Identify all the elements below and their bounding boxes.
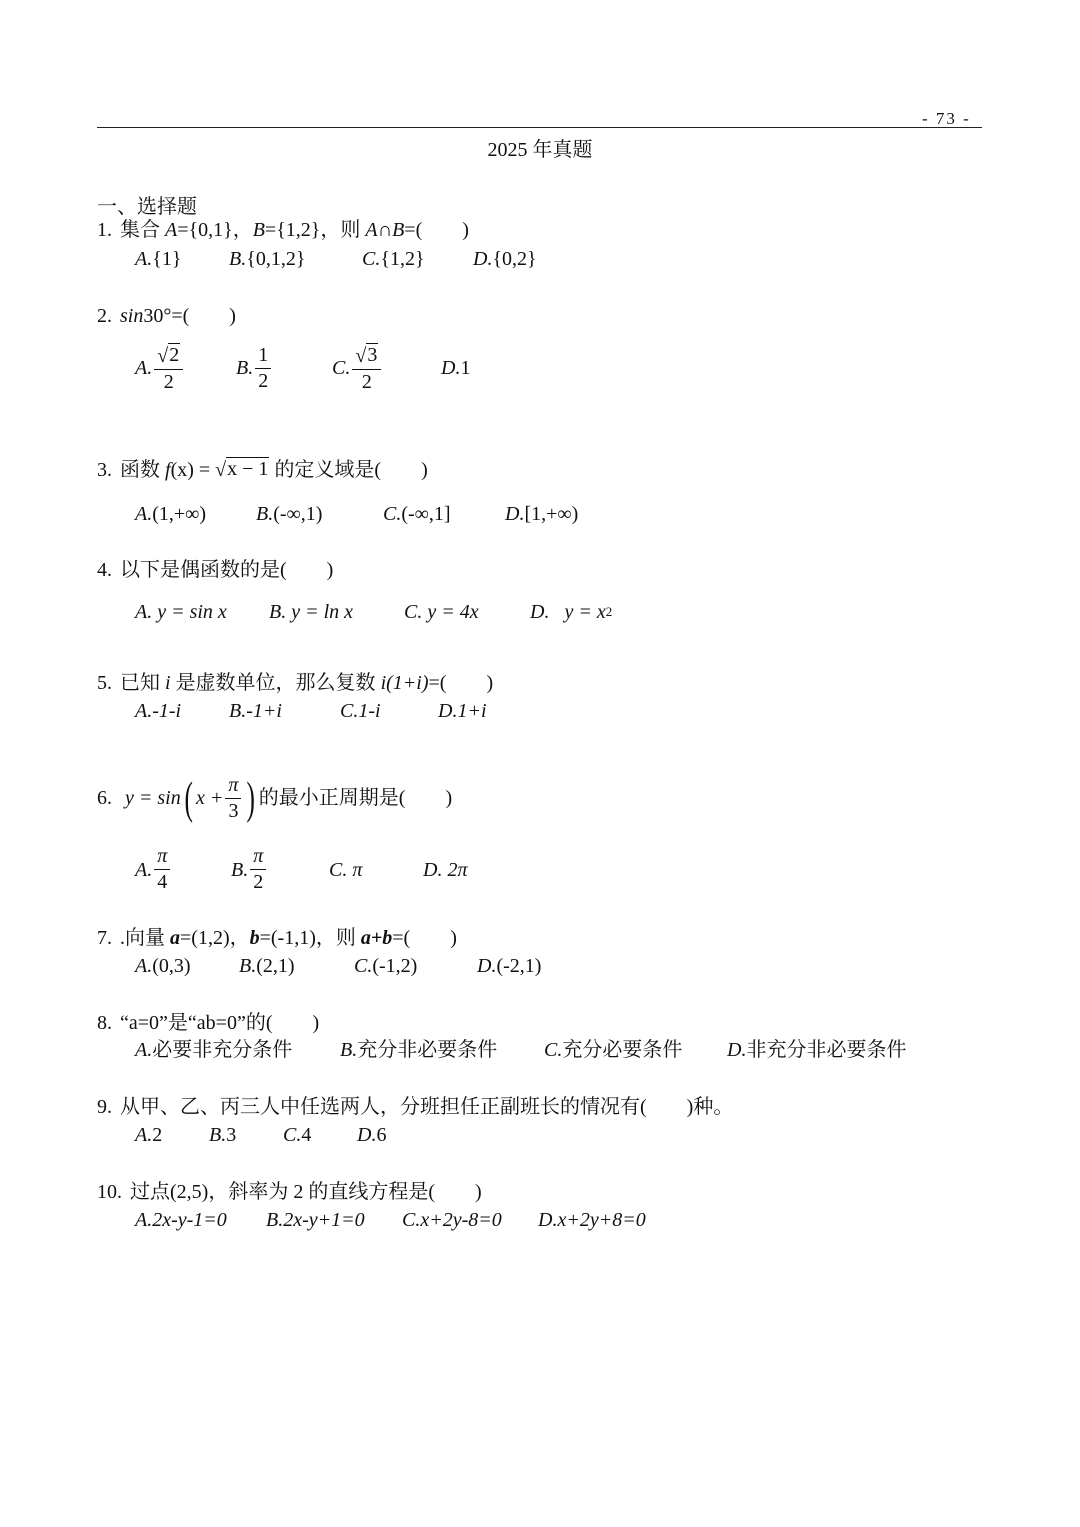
option-text: (-∞,1] — [401, 503, 451, 525]
question-number: 7. — [97, 927, 112, 949]
option-b[interactable] — [229, 245, 362, 273]
option-b[interactable] — [236, 345, 332, 392]
option-text: {1} — [152, 248, 182, 270]
denominator: 4 — [157, 871, 168, 893]
option-a[interactable] — [135, 598, 269, 626]
option-d[interactable] — [423, 856, 467, 884]
q5-text: 已知 — [120, 672, 165, 694]
q3-argument: (x) = — [170, 459, 216, 481]
option-text: 1 — [460, 357, 471, 379]
q4-text: 以下是偶函数的是( ) — [120, 559, 334, 581]
option-d[interactable] — [538, 1206, 646, 1234]
question-number: 9. — [97, 1096, 112, 1118]
option-letter: C. — [340, 700, 359, 722]
option-a[interactable] — [135, 1206, 266, 1234]
vector-a: a — [170, 927, 180, 949]
option-letter: D. — [530, 601, 550, 623]
option-d[interactable] — [441, 354, 470, 382]
question-2 — [97, 302, 236, 330]
option-letter: C. — [332, 357, 351, 379]
option-a[interactable] — [135, 245, 229, 273]
q6-text: 的最小正周期是( ) — [258, 787, 453, 809]
option-letter: C. — [544, 1039, 563, 1061]
option-d[interactable] — [505, 500, 578, 528]
option-c[interactable] — [340, 697, 438, 725]
option-text: 2x-y+1=0 — [283, 1209, 365, 1231]
option-text: (0,3) — [152, 955, 191, 977]
numerator: 3 — [367, 344, 378, 366]
option-text: 2π — [447, 858, 468, 881]
option-letter: D. — [357, 1124, 377, 1146]
question-6 — [97, 770, 452, 826]
q3-options — [135, 500, 578, 528]
exponent: 2 — [605, 604, 613, 619]
option-text: 1+i — [457, 700, 487, 722]
option-c[interactable] — [402, 1206, 538, 1234]
option-c[interactable] — [354, 952, 477, 980]
denominator: 2 — [253, 871, 264, 893]
q6-argument: x + — [196, 787, 224, 809]
option-text: 必要非充分条件 — [152, 1039, 293, 1061]
option-letter: B. — [256, 503, 274, 525]
q5-imaginary-unit: i — [165, 672, 171, 694]
q1-set-a: A — [165, 219, 178, 241]
vector-b-value: =(-1,1)，则 — [259, 927, 361, 949]
option-text: (1,+∞) — [152, 503, 207, 525]
numerator: π — [250, 846, 266, 870]
page-title: 2025 年真题 — [487, 139, 593, 161]
option-letter: A. — [135, 601, 153, 623]
option-letter: D. — [538, 1209, 558, 1231]
radicand: x − 1 — [227, 458, 269, 480]
option-d[interactable] — [357, 1121, 386, 1149]
question-number: 10. — [97, 1181, 122, 1203]
option-d[interactable] — [530, 598, 612, 626]
q5-blank: =( ) — [428, 672, 494, 694]
numerator: π — [225, 775, 241, 799]
q1-blank: =( ) — [404, 219, 469, 241]
option-letter: B. — [231, 858, 249, 881]
option-text: 充分非必要条件 — [357, 1039, 498, 1061]
option-a[interactable] — [135, 500, 256, 528]
option-text: {1,2} — [380, 248, 425, 270]
option-b[interactable] — [340, 1036, 544, 1064]
option-d[interactable] — [477, 952, 541, 980]
option-a[interactable] — [135, 697, 229, 725]
option-letter: B. — [236, 357, 254, 379]
q5-text-mid: 是虚数单位，那么复数 — [170, 672, 381, 694]
question-4 — [97, 556, 333, 584]
option-letter: D. — [441, 357, 461, 379]
option-letter: B. — [239, 955, 257, 977]
option-letter: A. — [135, 1209, 153, 1231]
option-text: y = ln x — [291, 601, 354, 623]
q3-text: 函数 — [120, 459, 165, 481]
option-text: 充分必要条件 — [562, 1039, 683, 1061]
option-letter: A. — [135, 955, 153, 977]
q4-options — [135, 598, 612, 626]
option-c[interactable] — [362, 245, 473, 273]
option-text: 非充分非必要条件 — [746, 1039, 907, 1061]
option-letter: C. — [329, 858, 348, 881]
numerator: 1 — [255, 345, 271, 369]
sqrt-icon: √ — [215, 459, 227, 481]
fraction — [352, 343, 381, 393]
q10-options — [135, 1206, 646, 1234]
page-number: - 73 - — [922, 109, 971, 128]
option-text: 4 — [301, 1124, 312, 1146]
option-a[interactable] — [135, 846, 231, 893]
option-letter: C. — [354, 955, 373, 977]
q1-set-b: B — [252, 219, 265, 241]
q8-text: “a=0”是“ab=0”的( ) — [120, 1012, 320, 1034]
option-b[interactable] — [209, 1121, 283, 1149]
question-number: 2. — [97, 305, 112, 327]
numerator: 2 — [169, 344, 180, 366]
question-number: 8. — [97, 1012, 112, 1034]
denominator: 3 — [228, 799, 239, 822]
fraction — [154, 343, 183, 393]
option-letter: D. — [505, 503, 525, 525]
left-paren-icon: ( — [184, 772, 193, 823]
option-c[interactable] — [332, 343, 441, 393]
option-d[interactable] — [438, 697, 487, 725]
option-letter: B. — [229, 248, 247, 270]
question-10 — [97, 1178, 482, 1206]
option-text: x+2y+8=0 — [557, 1209, 646, 1231]
q7-options — [135, 952, 541, 980]
header-rule — [97, 127, 982, 128]
option-letter: D. — [727, 1039, 747, 1061]
q7-text: .向量 — [120, 927, 170, 949]
option-text: 3 — [226, 1124, 237, 1146]
option-c[interactable] — [383, 500, 505, 528]
option-b[interactable] — [231, 846, 329, 893]
option-text: π — [352, 858, 363, 881]
option-text: y = 4x — [427, 601, 479, 623]
q6-function: y = sin — [125, 787, 181, 809]
option-b[interactable] — [269, 598, 404, 626]
fraction — [154, 846, 170, 893]
option-text: (2,1) — [256, 955, 295, 977]
fraction — [225, 775, 241, 822]
option-letter: C. — [383, 503, 402, 525]
question-8 — [97, 1009, 319, 1037]
option-text: 2x-y-1=0 — [152, 1209, 227, 1231]
option-text: {0,1,2} — [246, 248, 306, 270]
q10-text: 过点(2,5)，斜率为 2 的直线方程是( ) — [130, 1181, 482, 1203]
option-text: y = sin x — [157, 601, 227, 623]
q2-function: sin — [120, 305, 144, 327]
option-text: -1+i — [246, 700, 282, 722]
option-a[interactable] — [135, 952, 239, 980]
option-a[interactable] — [135, 1121, 209, 1149]
option-text: (-1,2) — [372, 955, 418, 977]
q8-options — [135, 1036, 906, 1064]
option-b[interactable] — [266, 1206, 402, 1234]
denominator: 2 — [163, 371, 174, 393]
sqrt-icon: √ — [355, 345, 367, 367]
vector-b: b — [249, 927, 260, 949]
option-letter: B. — [269, 601, 287, 623]
vector-sum: a+b — [360, 927, 393, 949]
question-number: 3. — [97, 459, 112, 481]
denominator: 2 — [258, 369, 269, 392]
option-d[interactable] — [473, 245, 537, 273]
q2-text: 30°=( ) — [143, 305, 236, 327]
numerator: π — [154, 846, 170, 870]
option-a[interactable] — [135, 1036, 340, 1064]
q5-options — [135, 697, 487, 725]
q3-function: f — [165, 459, 171, 481]
q7-blank: =( ) — [392, 927, 457, 949]
q9-options — [135, 1121, 386, 1149]
option-text: y = x — [564, 601, 606, 623]
option-letter: A. — [135, 357, 153, 379]
question-3 — [97, 456, 428, 484]
option-c[interactable] — [329, 856, 423, 884]
option-c[interactable] — [544, 1036, 727, 1064]
option-letter: D. — [438, 700, 458, 722]
q1-options — [135, 245, 537, 273]
section-heading: 一、选择题 — [97, 196, 197, 218]
option-letter: B. — [340, 1039, 358, 1061]
option-text: 1-i — [358, 700, 381, 722]
q9-text: 从甲、乙、丙三人中任选两人，分班担任正副班长的情况有( )种。 — [120, 1096, 734, 1118]
option-letter: A. — [135, 700, 153, 722]
option-letter: D. — [423, 858, 443, 881]
denominator: 2 — [361, 371, 372, 393]
option-text: -1-i — [152, 700, 182, 722]
option-letter: A. — [135, 858, 153, 881]
q5-expression: i(1+i) — [380, 672, 429, 694]
q3-text-end: 的定义域是( ) — [269, 459, 428, 481]
option-text: x+2y-8=0 — [420, 1209, 502, 1231]
option-c[interactable] — [283, 1121, 357, 1149]
option-c[interactable] — [404, 598, 530, 626]
option-letter: A. — [135, 1124, 153, 1146]
option-letter: B. — [209, 1124, 227, 1146]
option-letter: B. — [266, 1209, 284, 1231]
option-letter: A. — [135, 248, 153, 270]
option-text: (-2,1) — [496, 955, 542, 977]
question-9 — [97, 1093, 733, 1121]
option-letter: C. — [402, 1209, 421, 1231]
option-b[interactable] — [256, 500, 383, 528]
option-text: {0,2} — [492, 248, 537, 270]
option-d[interactable] — [727, 1036, 906, 1064]
q1-set-a-value: ={0,1}， — [177, 219, 253, 241]
option-letter: C. — [362, 248, 381, 270]
sqrt-icon: √ — [157, 345, 169, 367]
question-number: 5. — [97, 672, 112, 694]
q1-text: 集合 — [120, 219, 165, 241]
question-1 — [97, 216, 469, 244]
question-number: 6. — [97, 787, 112, 809]
fraction — [250, 846, 266, 893]
option-text: 6 — [376, 1124, 387, 1146]
option-text: 2 — [152, 1124, 163, 1146]
question-5 — [97, 669, 493, 697]
question-number: 1. — [97, 219, 112, 241]
right-paren-icon: ) — [246, 772, 256, 823]
fraction — [255, 345, 271, 392]
option-a[interactable] — [135, 343, 236, 393]
option-letter: C. — [404, 601, 423, 623]
option-letter: D. — [473, 248, 493, 270]
option-b[interactable] — [229, 697, 340, 725]
q1-expression: A∩B — [365, 219, 405, 241]
option-text: (-∞,1) — [273, 503, 323, 525]
question-7 — [97, 924, 457, 952]
option-letter: B. — [229, 700, 247, 722]
q6-options — [135, 846, 467, 893]
sqrt-expression — [215, 457, 269, 480]
q2-options — [135, 343, 470, 393]
option-text: [1,+∞) — [524, 503, 579, 525]
question-number: 4. — [97, 559, 112, 581]
option-letter: A. — [135, 503, 153, 525]
option-letter: A. — [135, 1039, 153, 1061]
vector-a-value: =(1,2)， — [180, 927, 250, 949]
option-letter: D. — [477, 955, 497, 977]
option-b[interactable] — [239, 952, 354, 980]
option-letter: C. — [283, 1124, 302, 1146]
q1-set-b-value: ={1,2}，则 — [264, 219, 366, 241]
